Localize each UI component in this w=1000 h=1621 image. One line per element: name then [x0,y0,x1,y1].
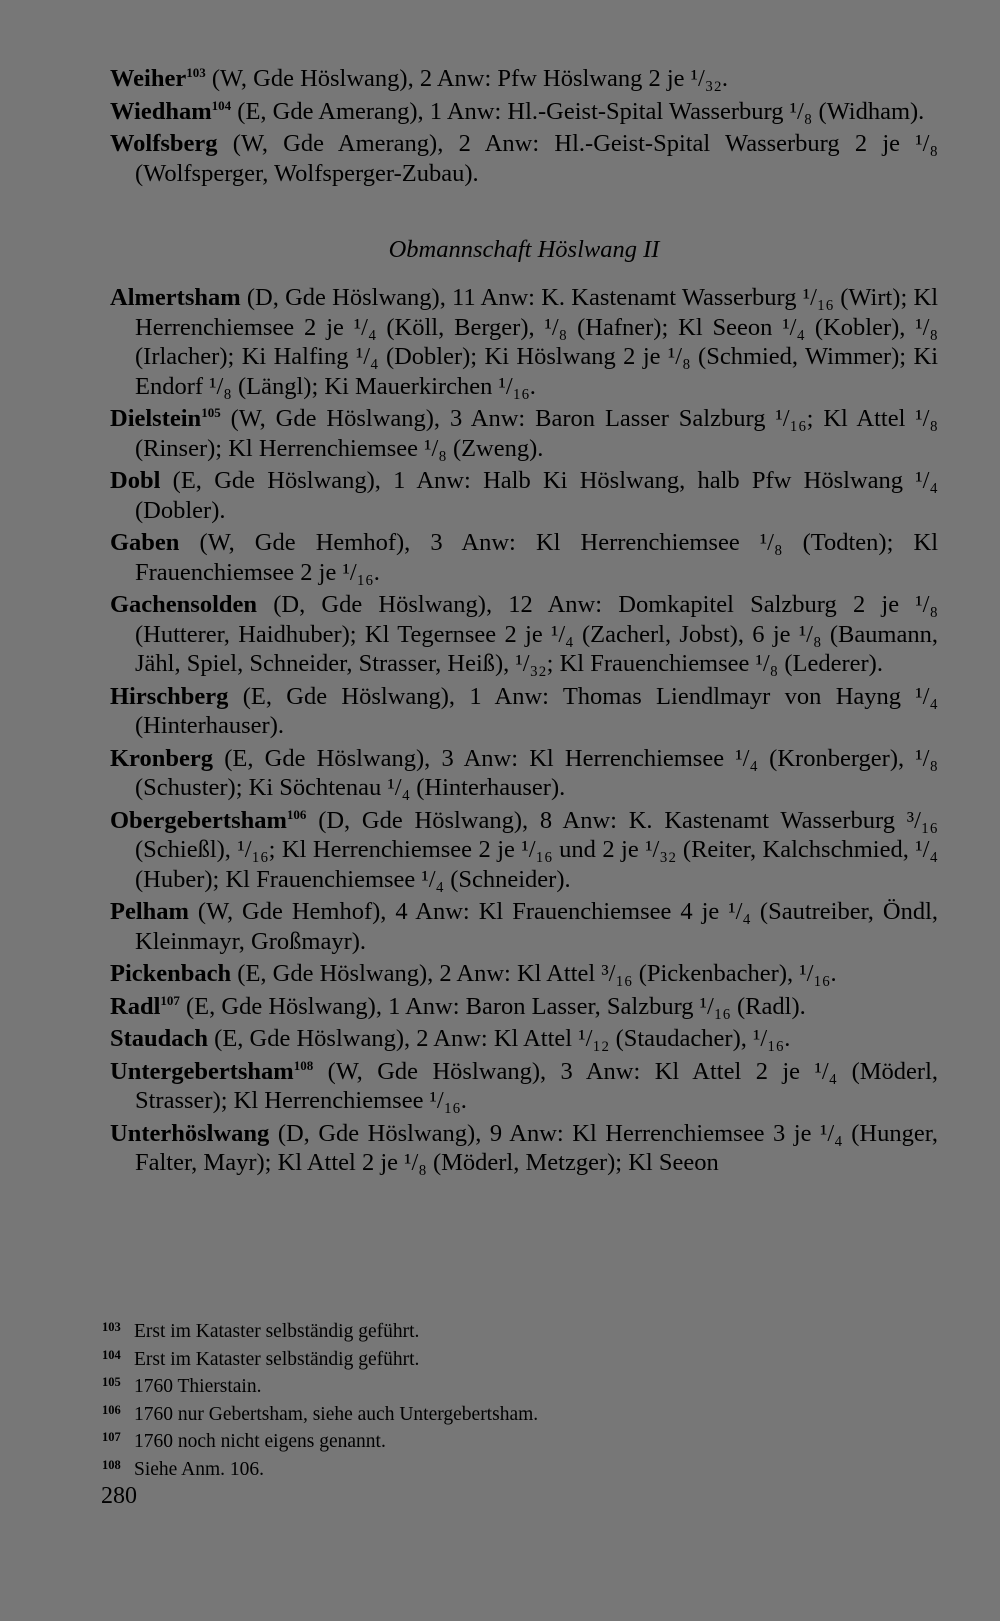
entry-text: (E, Gde Höslwang), 1 Anw: Baron Lasser, Salzburg ¹/₁₆ (Radl). [186,992,806,1020]
footnote [102,1371,938,1399]
section-title: Obmannschaft Höslwang II [388,236,660,263]
footnote-number: 106 [102,1402,121,1417]
footnote-ref: 107 [160,992,180,1008]
place-entry [110,129,938,188]
place-name: Dobl [110,467,161,494]
entry-text: (W, Gde Amerang), 2 Anw: Hl.-Geist-Spital Wasserburg 2 je ¹/₈ (Wolfsperger, Wolfsperger-Zubau). [135,130,938,187]
place-name: Almertsham [110,284,241,311]
footnote-text: 1760 Thierstain. [134,1376,262,1397]
place-entry [110,744,938,803]
footnote-ref: 108 [293,1057,314,1073]
entry-text: (W, Gde Hemhof), 4 Anw: Kl Frauenchiemsee 4 je ¹/₄ (Sautreiber, Öndl, Kleinmayr, Großmayr). [135,898,939,955]
entry-text: (W, Gde Höslwang), 2 Anw: Pfw Höslwang 2 je ¹/₃₂. [211,65,729,92]
place-name: Radl [110,992,161,1020]
entry-text: (W, Gde Höslwang), 3 Anw: Kl Attel 2 je ¹/₄ (Möderl, Strasser); Kl Herrenchiemsee ¹/₁₆. [135,1057,939,1114]
entry-text: (E, Gde Höslwang), 3 Anw: Kl Herrenchiemsee ¹/₄ (Kronberger), ¹/₈ (Schuster); Ki Söchtenau ¹/₄ (Hinterhauser). [135,744,938,801]
entry-text: (E, Gde Höslwang), 1 Anw: Thomas Liendlmayr von Hayng ¹/₄ (Hinterhauser). [135,682,939,739]
footnote [102,1454,938,1482]
place-name: Untergebertsham [110,1057,294,1085]
place-name: Kronberg [110,744,213,772]
footnote-text: 1760 nur Gebertsham, siehe auch Untergebertsham. [134,1403,539,1425]
place-entry [110,897,938,956]
footnotes [102,1316,938,1481]
footnote-number: 105 [102,1375,121,1389]
entry-text: (E, Gde Amerang), 1 Anw: Hl.-Geist-Spital Wasserburg ¹/₈ (Widham). [237,97,925,125]
footnote-number: 103 [102,1320,121,1334]
place-name: Gaben [110,529,180,556]
place-name: Wolfsberg [110,130,218,157]
footnote-text: Siehe Anm. 106. [134,1458,264,1480]
footnote [102,1316,938,1344]
place-entry [110,97,938,127]
entry-text: (E, Gde Höslwang), 2 Anw: Kl Attel ³/₁₆ (Pickenbacher), ¹/₁₆. [237,960,837,987]
place-name: Gachensolden [110,591,258,618]
place-name: Dielstein [110,405,202,432]
footnote-text: Erst im Kataster selbständig geführt. [134,1348,420,1370]
place-entry [110,1024,938,1054]
footnote-number: 104 [102,1347,121,1362]
place-name: Unterhöslwang [110,1119,270,1147]
place-entry [110,1057,938,1116]
entry-text: (D, Gde Höslwang), 9 Anw: Kl Herrenchiemsee 3 je ¹/₄ (Hunger, Falter, Mayr); Kl Attel 2 je ¹/₈ (Möderl, Metzger); Kl Seeon [135,1119,938,1176]
gazetteer-entries [110,64,938,1181]
place-entry [110,64,938,94]
footnote-ref: 104 [211,97,232,113]
place-entry [110,590,938,679]
entries-group-a [110,64,938,188]
place-name: Wiedham [110,97,212,125]
place-entry [110,466,938,525]
entry-text: (D, Gde Höslwang), 8 Anw: K. Kastenamt Wasserburg ³/₁₆ (Schießl), ¹/₁₆; Kl Herrenchiemsee 2 je ¹/₁₆ und 2 je ¹/₃₂ (Reiter, Kalchschmied, ¹/₄ (Huber); Kl Frauenchiemsee ¹/₄ (Schneider). [135,806,939,893]
footnote-number: 108 [102,1457,121,1472]
entry-text: (D, Gde Höslwang), 12 Anw: Domkapitel Salzburg 2 je ¹/₈ (Hutterer, Haidhuber); Kl Tegernsee 2 je ¹/₄ (Zacherl, Jobst), 6 je ¹/₈ (Baumann, Jähl, Spiel, Schneider, Strasser, Heiß), ¹/₃₂; Kl Frauenchiemsee ¹/₈ (Lederer). [135,591,938,677]
footnote [102,1344,938,1372]
footnote-text: 1760 noch nicht eigens genannt. [134,1431,386,1452]
place-entry [110,283,938,401]
place-entry [110,806,938,895]
footnote [102,1426,938,1454]
place-entry [110,1119,938,1178]
entry-text: (W, Gde Höslwang), 3 Anw: Baron Lasser Salzburg ¹/₁₆; Kl Attel ¹/₈ (Rinser); Kl Herrenchiemsee ¹/₈ (Zweng). [135,405,938,462]
footnote-text: Erst im Kataster selbständig geführt. [134,1321,420,1342]
footnote-ref: 105 [201,405,221,420]
place-entry [110,992,938,1022]
page-number: 280 [101,1483,137,1509]
place-entry [110,528,938,587]
place-name: Pelham [110,898,189,925]
place-name: Staudach [110,1025,209,1052]
footnote-ref: 106 [286,806,307,822]
entry-text: (D, Gde Höslwang), 11 Anw: K. Kastenamt Wasserburg ¹/₁₆ (Wirt); Kl Herrenchiemsee 2 je ¹/₄ (Köll, Berger), ¹/₈ (Hafner); Kl Seeon ¹/₄ (Kobler), ¹/₈ (Irlacher); Ki Halfing ¹/₄ (Dobler); Ki Höslwang 2 je ¹/₈ (Schmied, Wimmer); Ki Endorf ¹/₈ (Längl); Ki Mauerkirchen ¹/₁₆. [135,284,939,400]
place-name: Obergebertsham [110,806,287,834]
entries-group-b [110,283,938,1178]
entry-text: (E, Gde Höslwang), 2 Anw: Kl Attel ¹/₁₂ (Staudacher), ¹/₁₆. [214,1025,791,1052]
place-name: Hirschberg [110,682,229,710]
place-name: Pickenbach [110,960,232,987]
place-entry [110,959,938,989]
entry-text: (W, Gde Hemhof), 3 Anw: Kl Herrenchiemsee ¹/₈ (Todten); Kl Frauenchiemsee 2 je ¹/₁₆. [135,529,939,586]
footnote-ref: 103 [186,65,206,80]
entry-text: (E, Gde Höslwang), 1 Anw: Halb Ki Höslwang, halb Pfw Höslwang ¹/₄ (Dobler). [135,467,938,524]
place-name: Weiher [110,65,187,92]
footnote [102,1399,938,1427]
place-entry [110,682,938,741]
place-entry [110,404,938,463]
footnote-number: 107 [102,1430,121,1444]
